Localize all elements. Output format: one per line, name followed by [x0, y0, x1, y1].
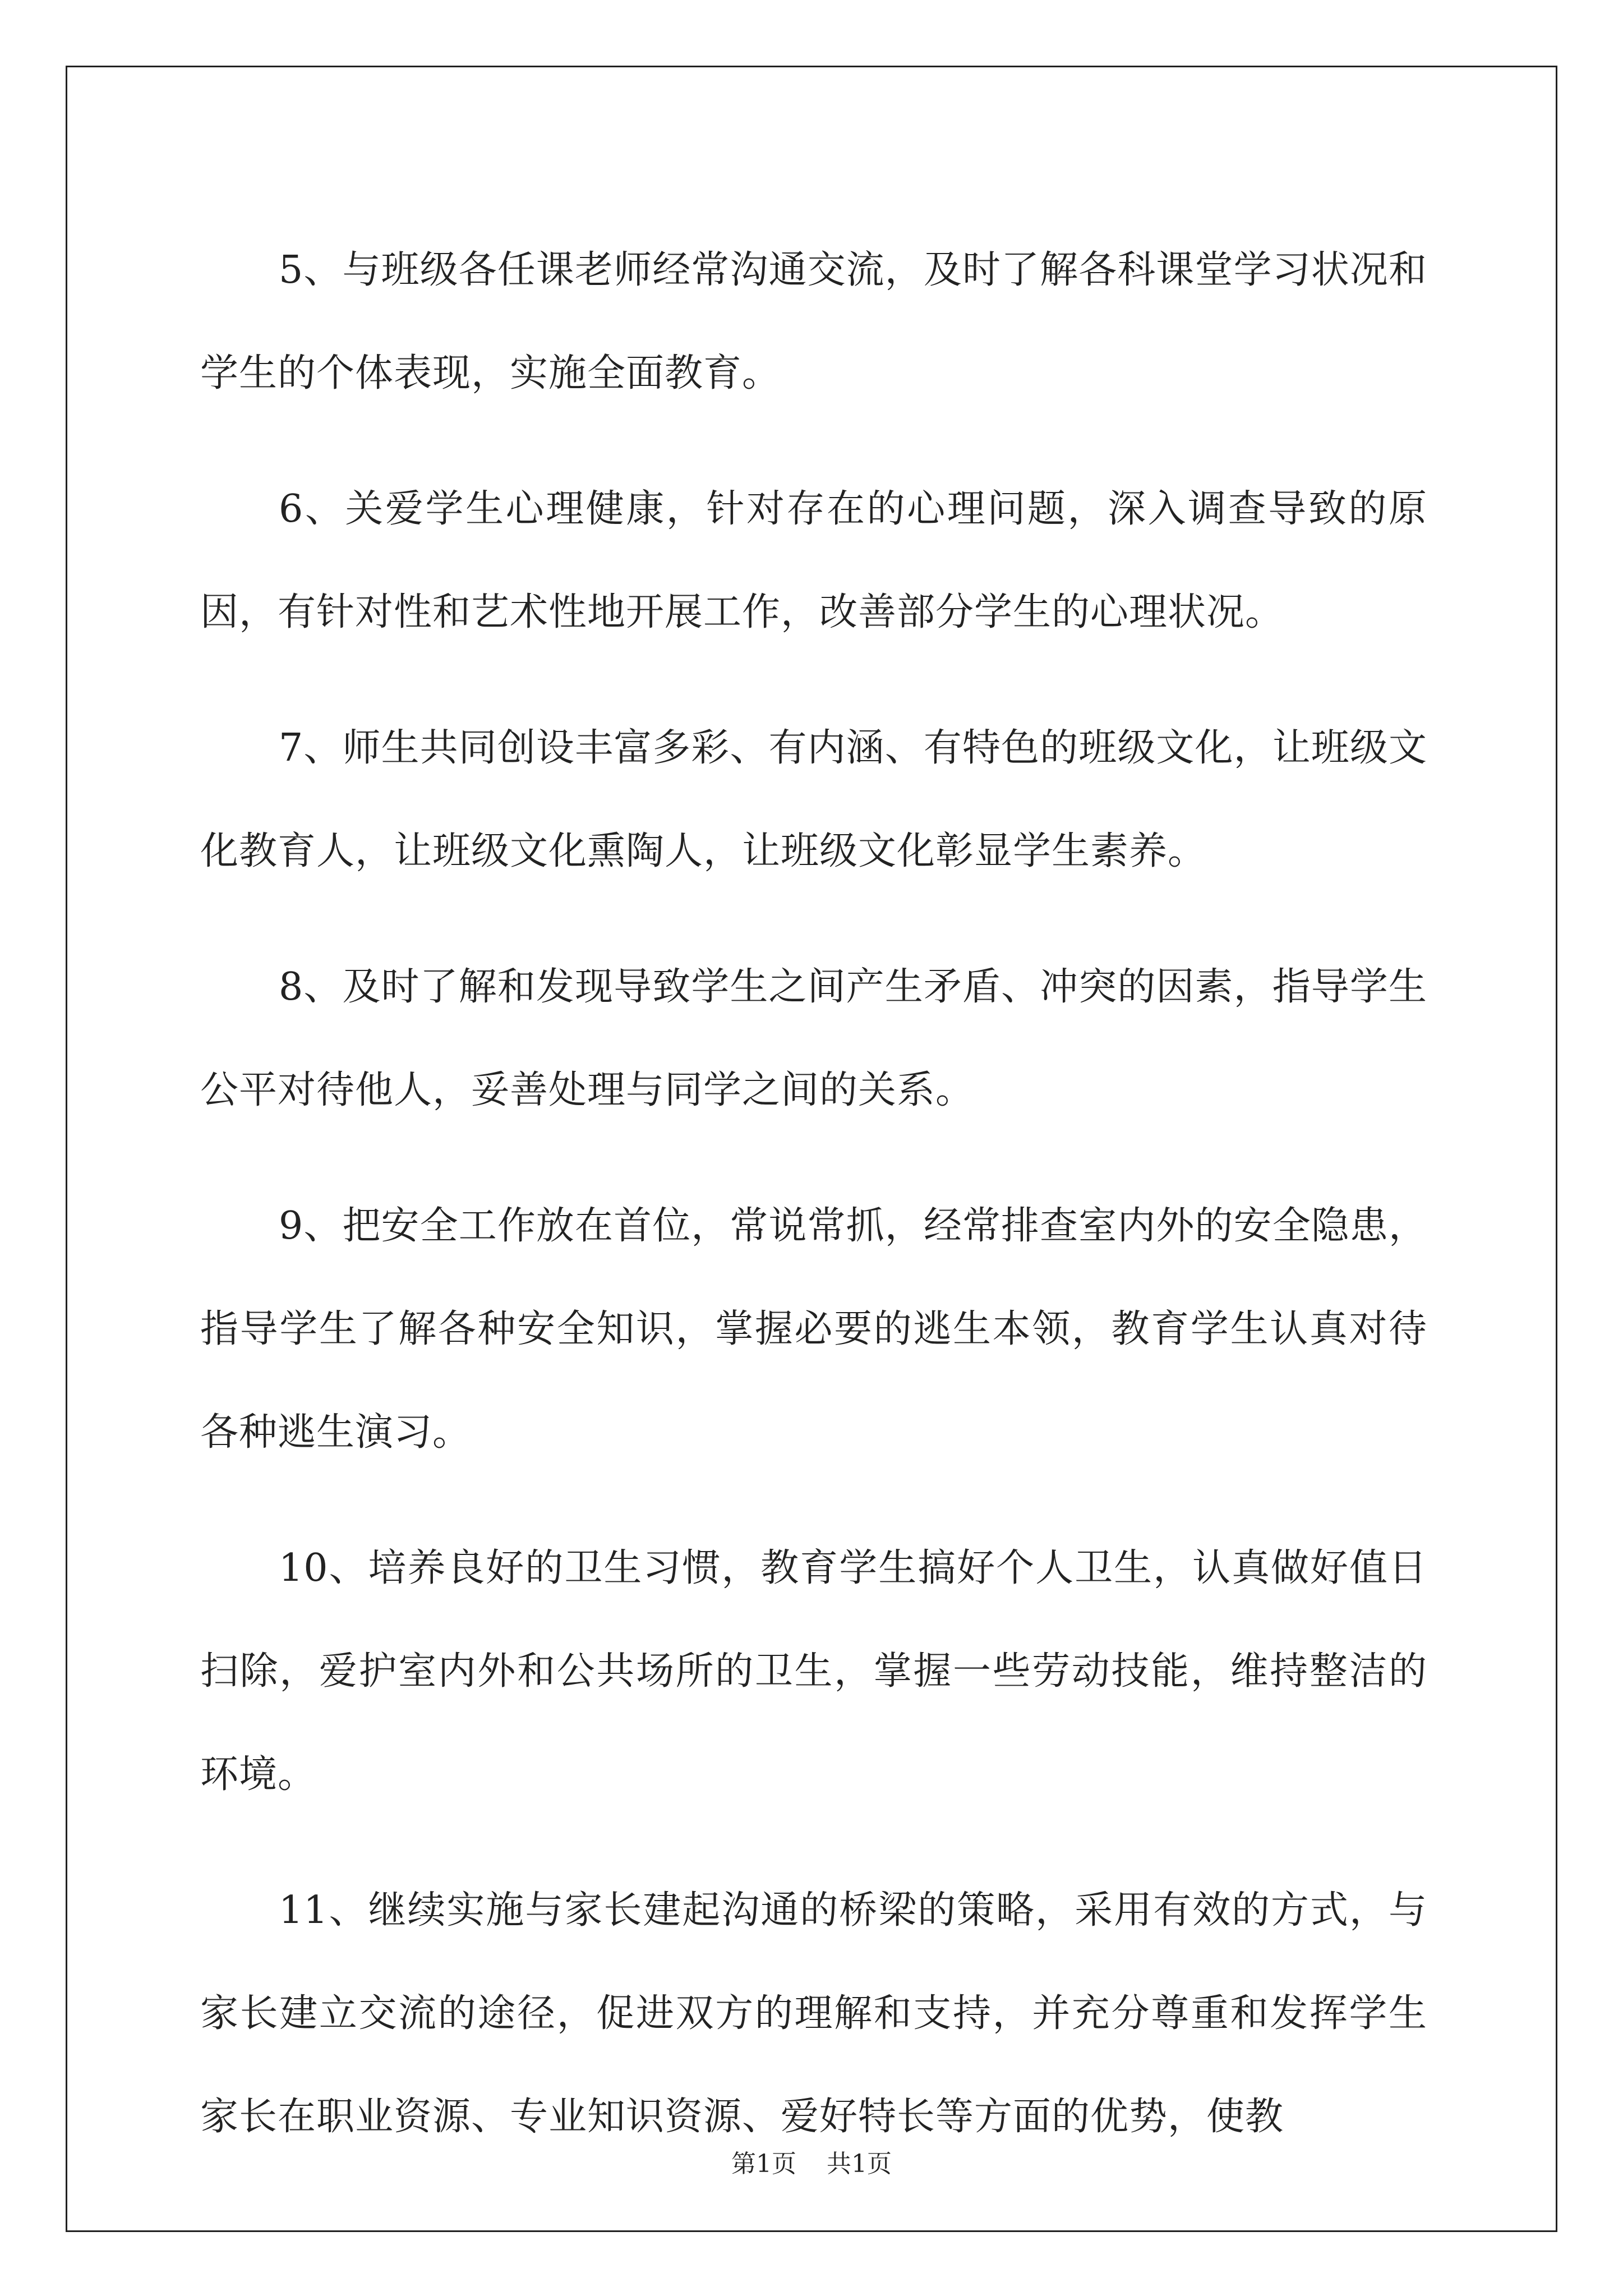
document-body [200, 219, 1427, 2169]
paragraph-7: 7、师生共同创设丰富多彩、有内涵、有特色的班级文化，让班级文化教育人，让班级文化熏陶人，让班级文化彰显学生素养。 [200, 726, 1427, 873]
paragraph-5: 5、与班级各任课老师经常沟通交流，及时了解各科课堂学习状况和学生的个体表现，实施全面教育。 [200, 248, 1427, 395]
paragraph-11: 11、继续实施与家长建起沟通的桥梁的策略，采用有效的方式，与家长建立交流的途径，促进双方的理解和支持，并充分尊重和发挥学生家长在职业资源、专业知识资源、爱好特长等方面的优势，使教 [200, 1888, 1427, 2139]
page-footer [0, 2147, 1623, 2181]
paragraph-8: 8、及时了解和发现导致学生之间产生矛盾、冲突的因素，指导学生公平对待他人，妥善处理与同学之间的关系。 [200, 965, 1427, 1112]
page-count: 共1页 [827, 2150, 892, 2178]
paragraph-10: 10、培养良好的卫生习惯，教育学生搞好个人卫生，认真做好值日扫除，爱护室内外和公共场所的卫生，掌握一些劳动技能，维持整洁的环境。 [200, 1546, 1427, 1797]
paragraph-6: 6、关爱学生心理健康，针对存在的心理问题，深入调查导致的原因，有针对性和艺术性地开展工作，改善部分学生的心理状况。 [200, 487, 1427, 634]
page-number: 第1页 [731, 2150, 796, 2178]
paragraph-9: 9、把安全工作放在首位，常说常抓，经常排查室内外的安全隐患，指导学生了解各种安全知识，掌握必要的逃生本领，教育学生认真对待各种逃生演习。 [200, 1204, 1427, 1455]
